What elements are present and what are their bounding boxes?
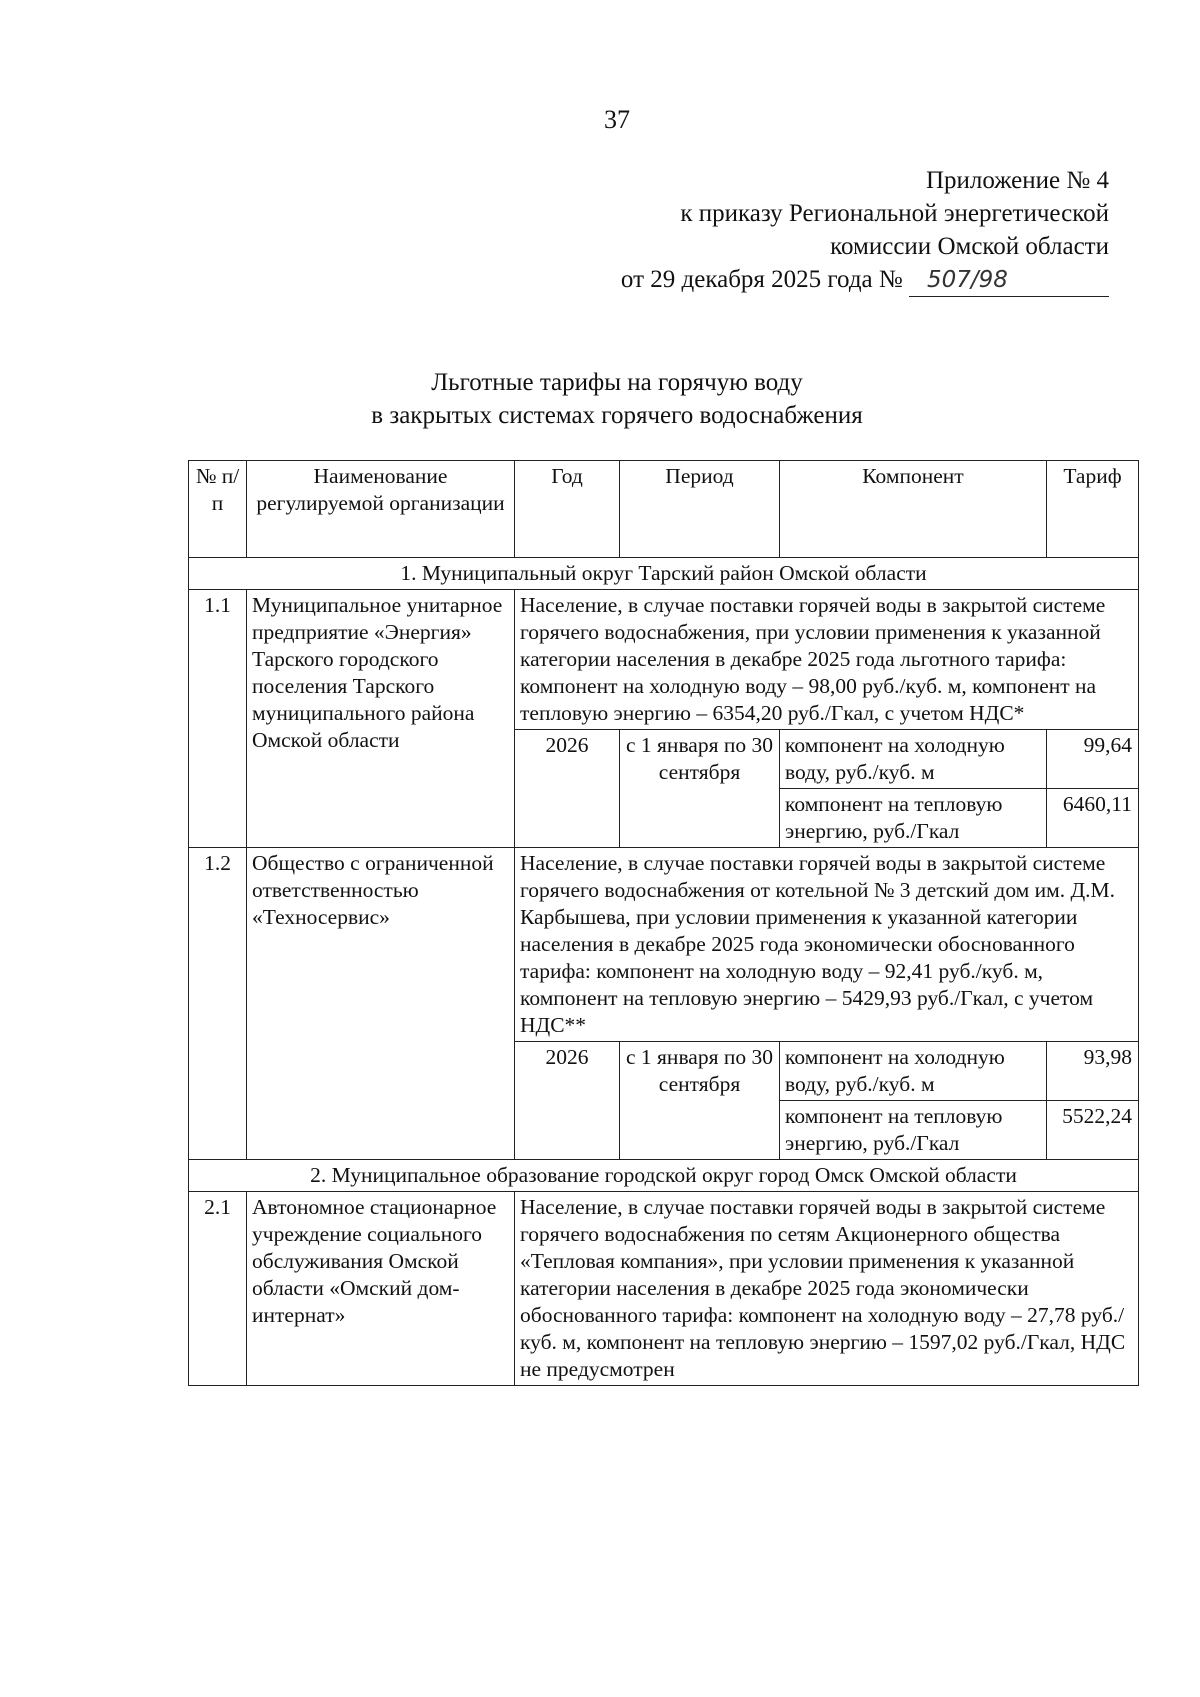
col-header-organization: Наименование регулируемой организации [247,461,515,558]
year-cell: 2026 [515,730,620,848]
period-cell: с 1 января по 30 сентября [620,730,780,848]
consumer-note: Население, в случае поставки горячей воды в закрытой системе горячего водоснабжения от котельной № 3 детский дом им. Д.М. Карбышева, при условии применения к указанной категории населения в декабре 2025 года экономически обоснованного тарифа: компонент на холодную воду – 92,41 руб./куб. м, компонент на тепловую энергию – 5429,93 руб./Гкал, с учетом НДС** [515,848,1139,1042]
tariff-value: 99,64 [1047,730,1139,789]
table-header-row [189,461,1139,558]
order-reference: к приказу Региональной энергетической [680,200,1109,227]
section-title: 2. Муниципальное образование городской округ город Омск Омской области [189,1160,1139,1192]
consumer-note: Население, в случае поставки горячей воды в закрытой системе горячего водоснабжения, при условии применения к указанной категории населения в декабре 2025 года льготного тарифа: компонент на холодную воду – 98,00 руб./куб. м, компонент на тепловую энергию – 6354,20 руб./Гкал, с учетом НДС* [515,590,1139,730]
row-number: 1.1 [189,590,247,848]
component-name: компонент на тепловую энергию, руб./Гкал [780,1101,1047,1160]
tariff-value: 93,98 [1047,1042,1139,1101]
period-cell: с 1 января по 30 сентября [620,1042,780,1160]
component-name: компонент на тепловую энергию, руб./Гкал [780,789,1047,848]
col-header-period: Период [620,461,780,558]
order-number-handwritten: 507/98 [909,264,1109,297]
order-date-line [621,264,1109,297]
year-cell: 2026 [515,1042,620,1160]
document-title-line-1: Льготные тарифы на горячую воду [431,369,803,396]
appendix-label: Приложение № 4 [925,167,1109,194]
row-number: 2.1 [189,1192,247,1386]
tariff-table [188,460,1139,1386]
tariff-value: 6460,11 [1047,789,1139,848]
tariff-value: 5522,24 [1047,1101,1139,1160]
table-row [189,590,1139,730]
row-number: 1.2 [189,848,247,1160]
section-row [189,558,1139,590]
document-title-line-2: в закрытых системах горячего водоснабжения [371,402,863,429]
organization-name: Общество с ограниченной ответственностью «Техносервис» [247,848,515,1160]
col-header-component: Компонент [780,461,1047,558]
table-row [189,848,1139,1042]
col-header-num: № п/п [189,461,247,558]
consumer-note: Население, в случае поставки горячей воды в закрытой системе горячего водоснабжения по сетям Акционерного общества «Тепловая компания», при условии применения к указанной категории населения в декабре 2025 года экономически обоснованного тарифа: компонент на холодную воду – 27,78 руб./куб. м, компонент на тепловую энергию – 1597,02 руб./Гкал, НДС не предусмотрен [515,1192,1139,1386]
col-header-tariff: Тариф [1047,461,1139,558]
page-number: 37 [604,105,630,134]
table-row [189,1192,1139,1386]
component-name: компонент на холодную воду, руб./куб. м [780,1042,1047,1101]
col-header-year: Год [515,461,620,558]
order-date: от 29 декабря 2025 года № [620,266,903,293]
section-title: 1. Муниципальный округ Тарский район Омской области [189,558,1139,590]
component-name: компонент на холодную воду, руб./куб. м [780,730,1047,789]
organization-name: Муниципальное унитарное предприятие «Энергия» Тарского городского поселения Тарского муниципального района Омской области [247,590,515,848]
commission-name: комиссии Омской области [830,233,1109,260]
section-row [189,1160,1139,1192]
organization-name: Автономное стационарное учреждение социального обслуживания Омской области «Омский дом-интернат» [247,1192,515,1386]
